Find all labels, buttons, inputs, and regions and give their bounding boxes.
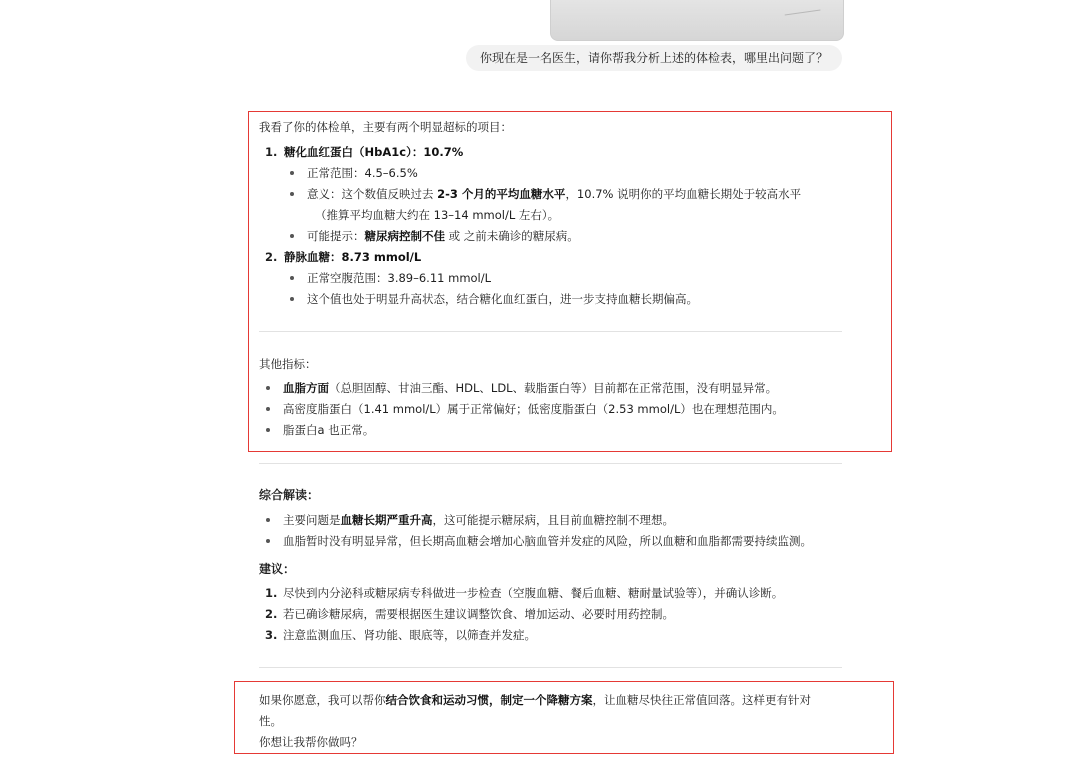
advice-heading: 建议：: [259, 562, 296, 576]
emphasis: 制定一个降糖方案: [500, 693, 593, 707]
uploaded-image-thumbnail[interactable]: [550, 0, 844, 41]
user-message-bubble: 你现在是一名医生，请你帮我分析上述的体检表，哪里出问题了？: [466, 45, 842, 71]
bullet-dot: [266, 428, 270, 432]
summary-bullet-lipids: 血脂暂时没有明显异常，但长期高血糖会增加心脑血管并发症的风险，所以血糖和血脂都需要持续监测。: [283, 534, 812, 548]
summary-heading: 综合解读：: [259, 488, 320, 502]
bullet-dot: [290, 234, 294, 238]
other-heading: 其他指标：: [259, 357, 317, 371]
text-span: 或 之前未确诊的糖尿病。: [445, 229, 579, 243]
bullet-dot: [290, 297, 294, 301]
advice-item: 注意监测血压、肾功能、眼底等，以筛查并发症。: [283, 628, 536, 642]
text-span: （总胆固醇、甘油三酯、HDL、LDL、载脂蛋白等）目前都在正常范围，没有明显异常。: [329, 381, 778, 395]
divider: [259, 331, 842, 332]
advice-number: 3.: [265, 628, 278, 642]
text-span: 意义：这个数值反映过去: [307, 187, 434, 201]
item1-bullet-meaning: [307, 186, 801, 202]
bullet-dot: [290, 276, 294, 280]
bullet-dot: [266, 386, 270, 390]
text-span: ，让血糖尽快往正常值回落。这样更有针对: [592, 693, 811, 707]
bullet-dot: [290, 192, 294, 196]
other-bullet-lpa: 脂蛋白a 也正常。: [283, 423, 375, 437]
item2-title: 静脉血糖：8.73 mmol/L: [284, 250, 422, 264]
advice-item: 尽快到内分泌科或糖尿病专科做进一步检查（空腹血糖、餐后血糖、糖耐量试验等），并确认诊断。: [283, 586, 784, 600]
item1-bullet-meaning-cont: （推算平均血糖大约在 13–14 mmol/L 左右）。: [315, 208, 560, 222]
response-intro: 我看了你的体检单，主要有两个明显超标的项目：: [259, 120, 512, 134]
text-span: 如果你愿意，我可以帮你: [259, 693, 386, 707]
advice-number: 1.: [265, 586, 278, 600]
emphasis: 血脂方面: [283, 381, 329, 395]
closing-question: 你想让我帮你做吗？: [259, 735, 363, 749]
text-span: 可能提示：: [307, 229, 365, 243]
emphasis: 结合饮食和运动习惯: [385, 693, 489, 707]
emphasis: 血糖长期严重升高: [340, 513, 433, 527]
closing-line1: [259, 692, 811, 708]
bullet-dot: [266, 518, 270, 522]
text-span: 主要问题是: [283, 513, 341, 527]
item2-bullet-note: 这个值也处于明显升高状态，结合糖化血红蛋白，进一步支持血糖长期偏高。: [307, 292, 698, 306]
item1-bullet-range: 正常范围：4.5–6.5%: [307, 166, 418, 180]
item1-bullet-hint: [307, 228, 579, 244]
advice-number: 2.: [265, 607, 278, 621]
text-span: ，10.7% 说明你的平均血糖长期处于较高水平: [565, 187, 802, 201]
item2-number: 2.: [265, 250, 278, 264]
image-content: [785, 10, 822, 22]
item1-title: 糖化血红蛋白（HbA1c）：10.7%: [284, 145, 464, 159]
emphasis: ，: [489, 693, 501, 707]
bullet-dot: [266, 407, 270, 411]
closing-line2: 性。: [259, 714, 282, 728]
advice-item: 若已确诊糖尿病，需要根据医生建议调整饮食、增加运动、必要时用药控制。: [283, 607, 674, 621]
other-bullet-lipids: [283, 380, 777, 396]
other-bullet-hdl-ldl: 高密度脂蛋白（1.41 mmol/L）属于正常偏好；低密度脂蛋白（2.53 mmol/L）也在理想范围内。: [283, 402, 784, 416]
bullet-dot: [266, 539, 270, 543]
text-span: ，这可能提示糖尿病，且目前血糖控制不理想。: [432, 513, 674, 527]
emphasis: 2-3 个月的平均血糖水平: [437, 187, 566, 201]
emphasis: 糖尿病控制不佳: [364, 229, 445, 243]
summary-bullet-main: [283, 512, 674, 528]
bullet-dot: [290, 171, 294, 175]
item2-bullet-range: 正常空腹范围：3.89–6.11 mmol/L: [307, 271, 492, 285]
item1-number: 1.: [265, 145, 278, 159]
divider: [259, 667, 842, 668]
divider: [259, 463, 842, 464]
